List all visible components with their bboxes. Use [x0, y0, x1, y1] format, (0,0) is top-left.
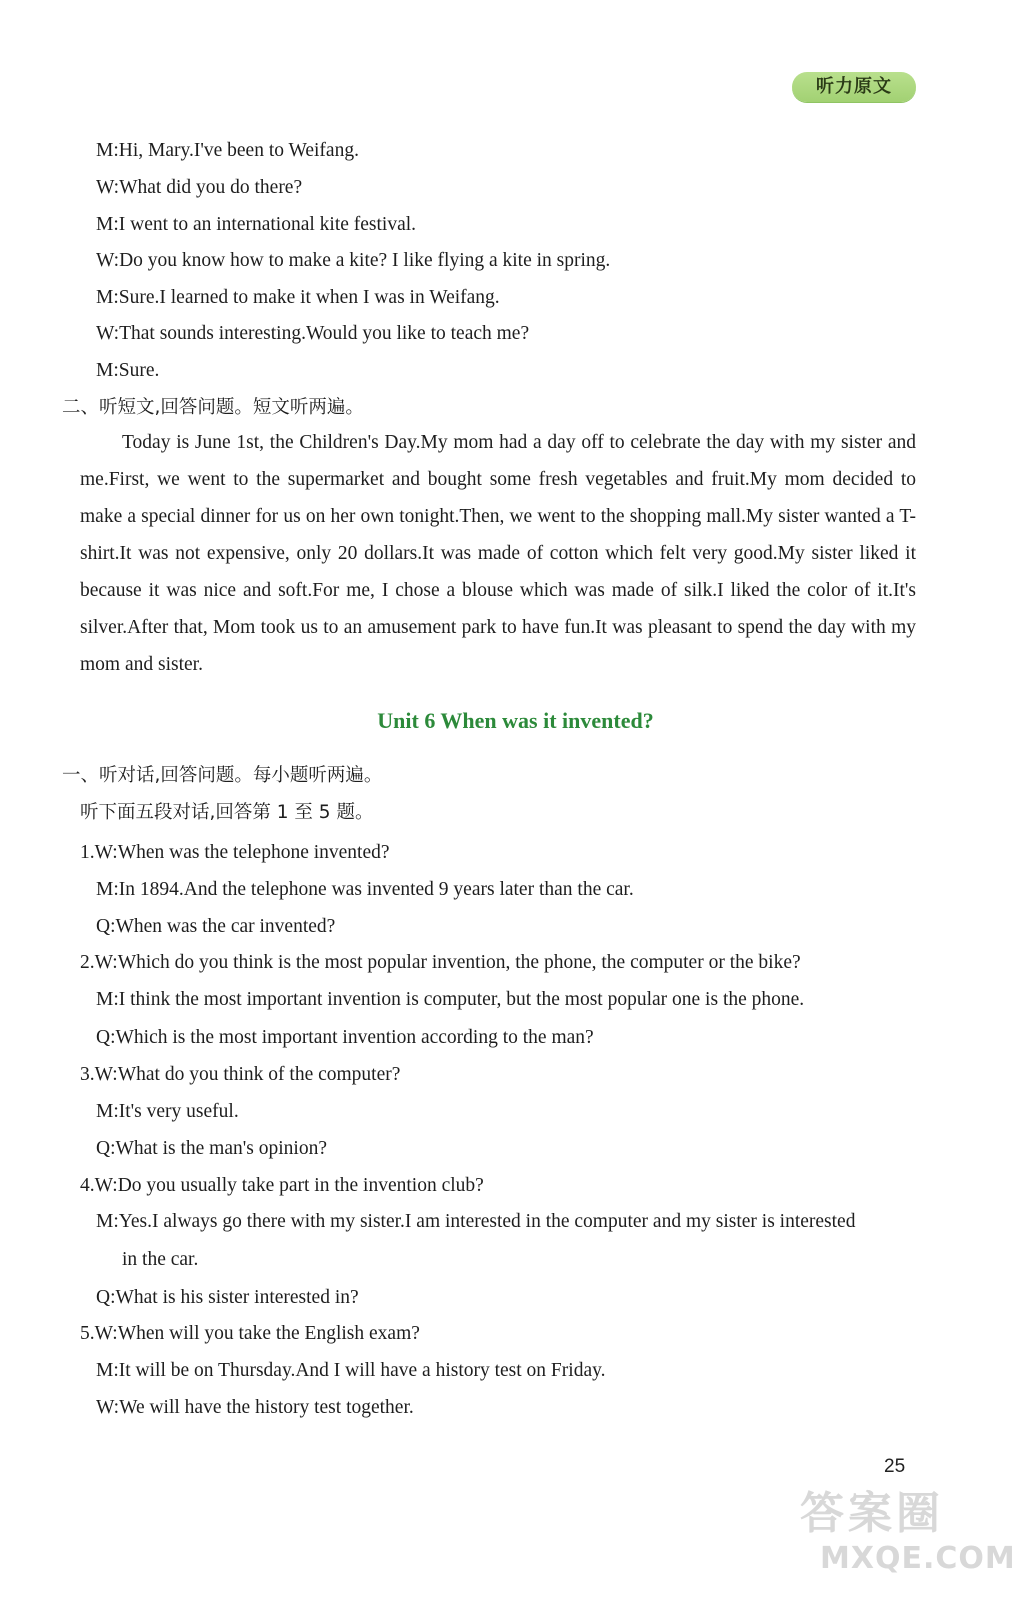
watermark-logo [800, 1486, 1020, 1586]
dialogue-line: W:That sounds interesting.Would you like to teach me? [96, 323, 530, 344]
dialogue-line: M:Sure.I learned to make it when I was in Weifang. [96, 287, 500, 308]
dialogue-line: M:Hi, Mary.I've been to Weifang. [96, 140, 359, 161]
unit-title: Unit 6 When was it invented? [377, 708, 654, 733]
question-line: Q:Which is the most important invention according to the man? [96, 1027, 594, 1048]
section-badge: 听力原文 [792, 72, 916, 102]
section-subheading: 听下面五段对话,回答第 1 至 5 题。 [80, 802, 374, 823]
dialogue-line: W:What did you do there? [96, 177, 303, 198]
question-line: M:I think the most important invention is computer, but the most popular one is the phone. [96, 989, 805, 1010]
dialogue-line: M:Sure. [96, 360, 160, 381]
question-line: Q:What is his sister interested in? [96, 1287, 359, 1308]
question-line: M:It's very useful. [96, 1101, 239, 1122]
dialogue-line: M:I went to an international kite festival. [96, 214, 417, 235]
question-line: 1.W:When was the telephone invented? [80, 842, 390, 863]
section-heading: 一、听对话,回答问题。每小题听两遍。 [62, 765, 383, 786]
watermark-en: MXQE.COM [820, 1541, 1016, 1576]
question-line: 3.W:What do you think of the computer? [80, 1064, 401, 1085]
question-line: 2.W:Which do you think is the most popular invention, the phone, the computer or the bike? [80, 952, 801, 973]
question-line: W:We will have the history test together. [96, 1397, 414, 1418]
question-line: 4.W:Do you usually take part in the invention club? [80, 1175, 484, 1196]
page-number: 25 [884, 1456, 906, 1477]
question-line: Q:When was the car invented? [96, 916, 336, 937]
question-line: in the car. [122, 1249, 199, 1270]
question-line: M:It will be on Thursday.And I will have a history test on Friday. [96, 1360, 606, 1381]
section-heading: 二、听短文,回答问题。短文听两遍。 [62, 397, 364, 418]
question-line: M:Yes.I always go there with my sister.I am interested in the computer and my sister is interested [96, 1211, 856, 1232]
question-line: Q:What is the man's opinion? [96, 1138, 327, 1159]
passage-text: Today is June 1st, the Children's Day.My mom had a day off to celebrate the day with my sister and me.First, we went to the supermarket and bought some fresh vegetables and fruit.My mom decided to make a special dinner for us on her own tonight.Then, we went to the shopping mall.My sister wanted a T-shirt.It was not expensive, only 20 dollars.It was made of cotton which felt very good.My sister liked it because it was nice and soft.For me, I chose a blouse which was made of silk.I liked the color of it.It's silver.After that, Mom took us to an amusement park to have fun.It was pleasant to spend the day with my mom and sister. [80, 432, 916, 675]
dialogue-line: W:Do you know how to make a kite? I like flying a kite in spring. [96, 250, 611, 271]
question-line: M:In 1894.And the telephone was invented 9 years later than the car. [96, 879, 634, 900]
watermark-cn: 答案圈 [800, 1488, 944, 1539]
question-line: 5.W:When will you take the English exam? [80, 1323, 420, 1344]
